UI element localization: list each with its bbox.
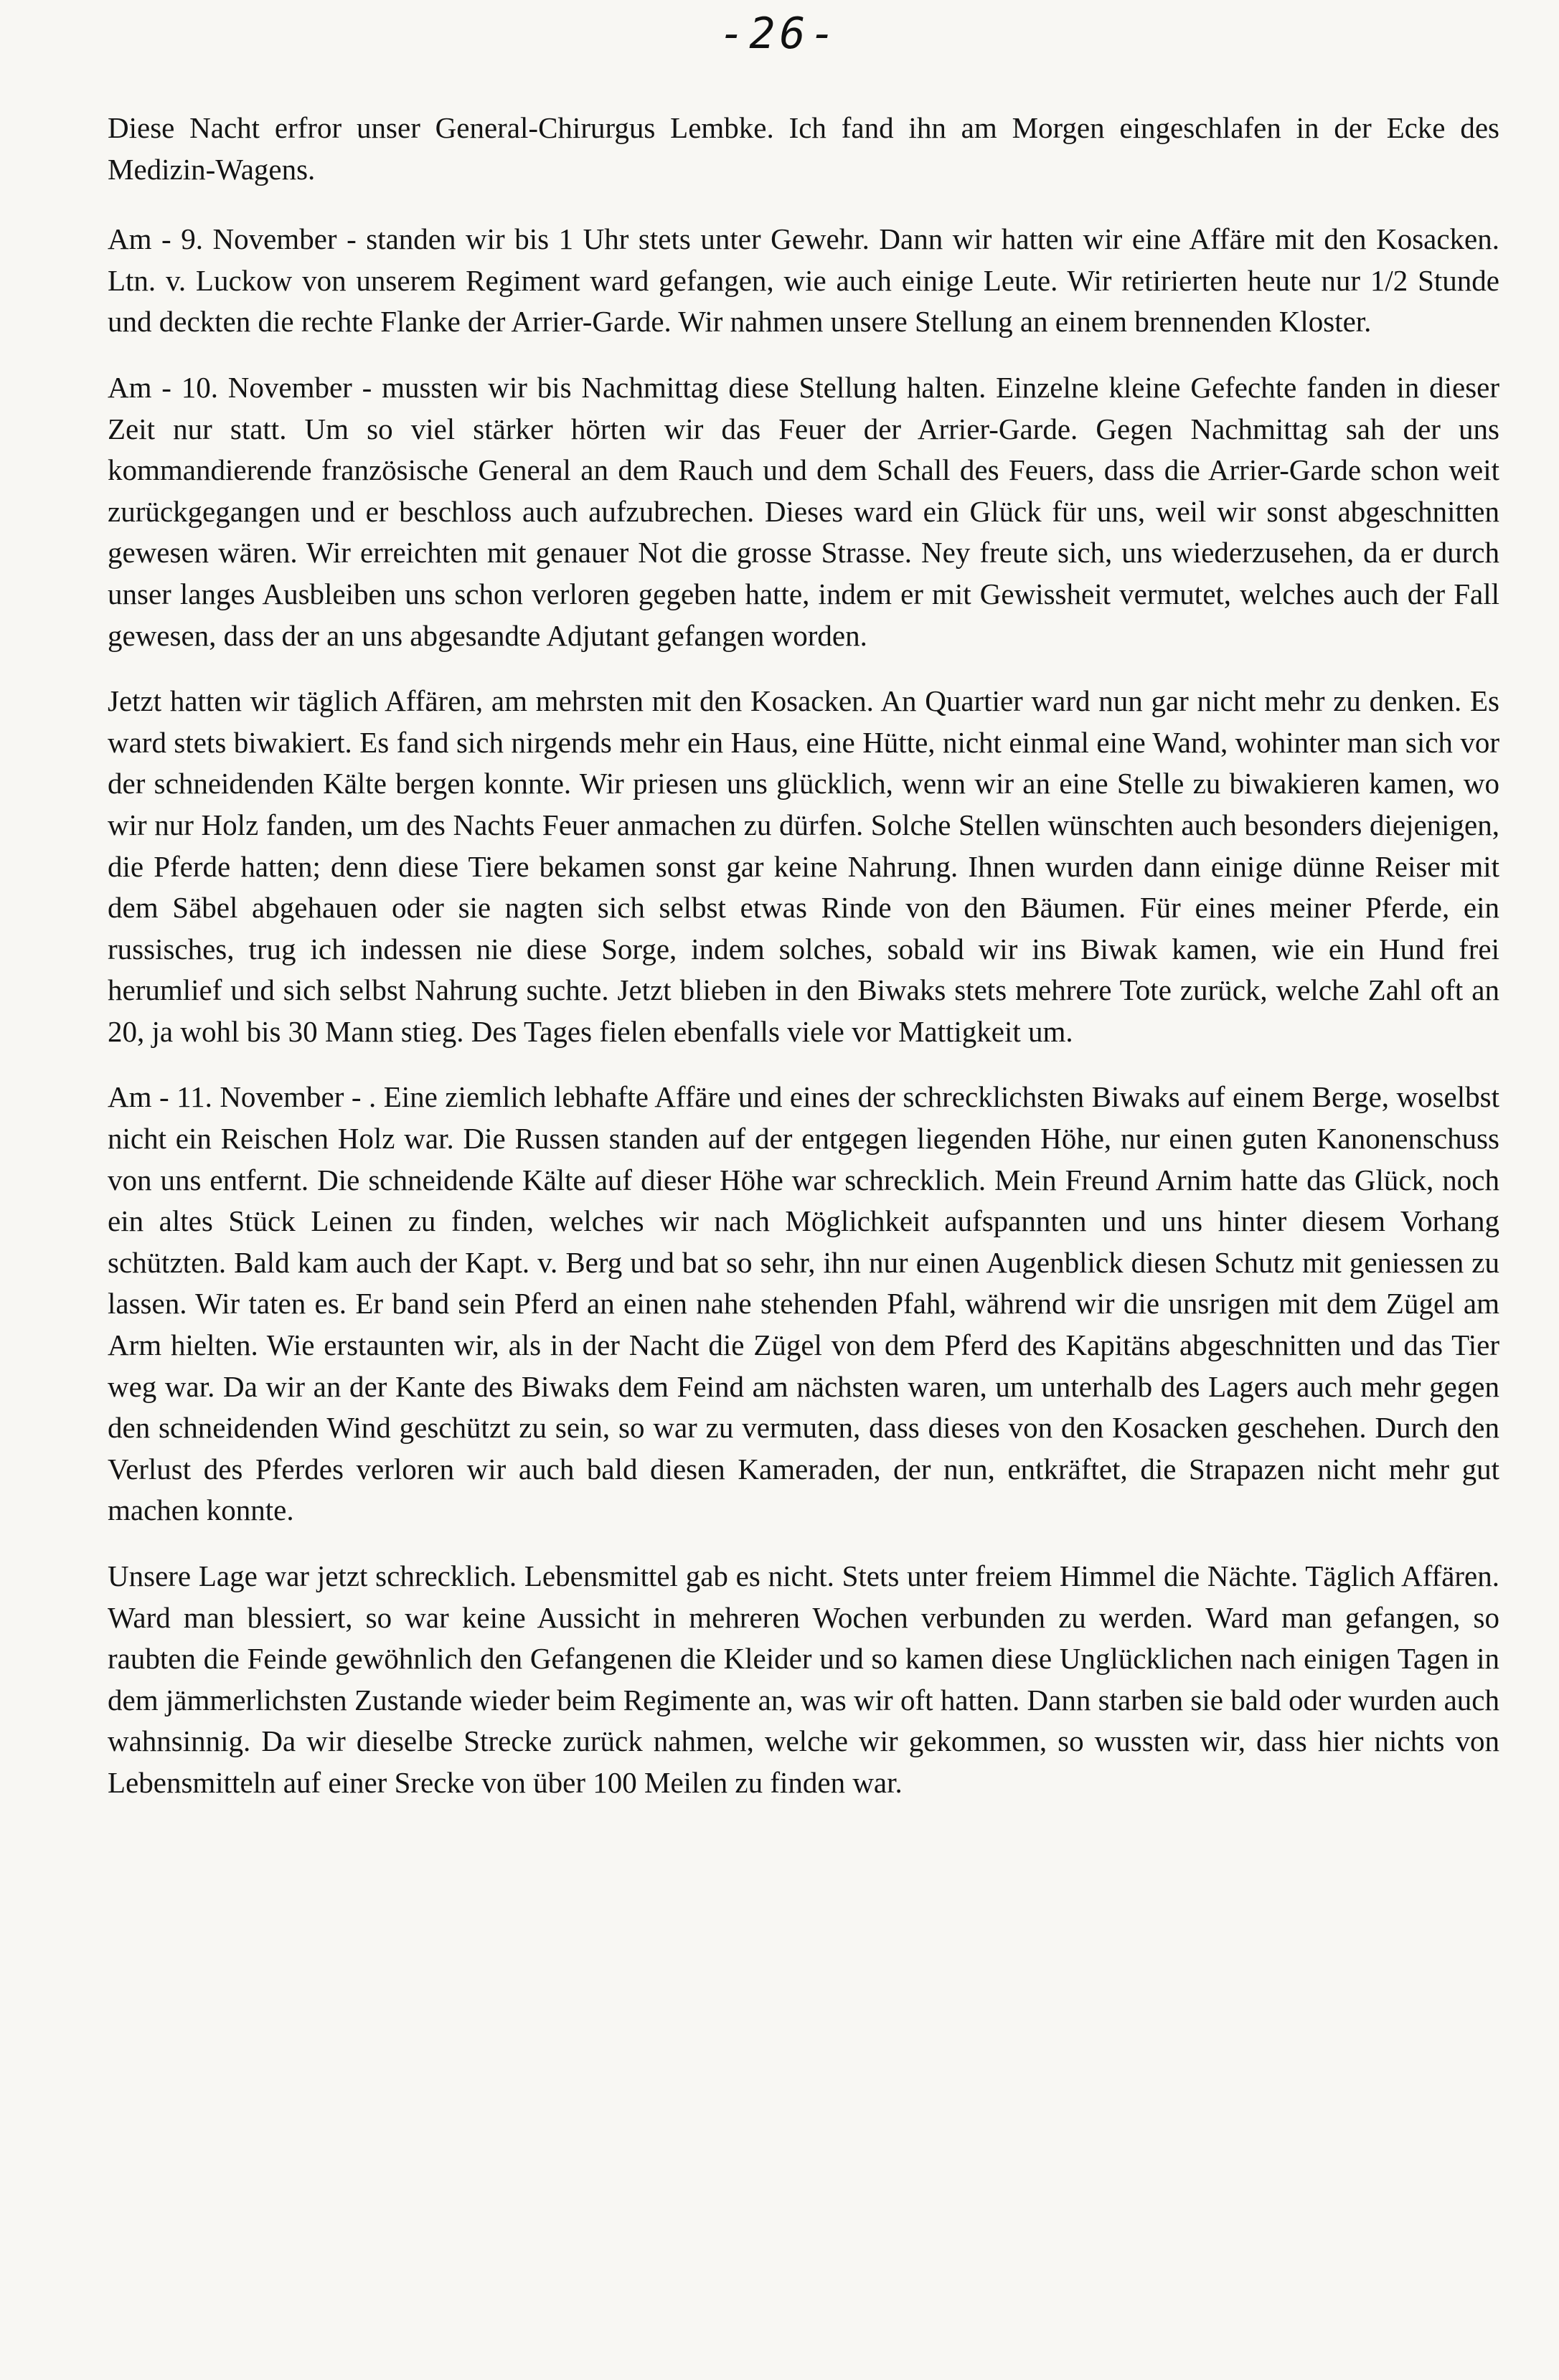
paragraph-4: Jetzt hatten wir täglich Affären, am mehrsten mit den Kosacken. An Quartier ward nun gar nicht mehr zu denken. Es ward stets biwakiert. Es fand sich nirgends mehr ein Haus, eine Hütte, nicht einmal eine Wand, wohinter man sich vor der schneidenden Kälte bergen konnte. Wir priesen uns glücklich, wenn wir an eine Stelle zu biwakieren kamen, wo wir nur Holz fanden, um des Nachts Feuer anmachen zu dürfen. Solche Stellen wünschten auch besonders diejenigen, die Pferde hatten; denn diese Tiere bekamen sonst gar keine Nahrung. Ihnen wurden dann einige dünne Reiser mit dem Säbel abgehauen oder sie nagten sich selbst etwas Rinde von den Bäumen. Für eines meiner Pferde, ein russisches, trug ich indessen nie diese Sorge, indem solches, sobald wir ins Biwak kamen, wie ein Hund frei herumlief und sich selbst Nahrung suchte. Jetzt blieben in den Biwaks stets mehrere Tote zurück, welche Zahl oft an 20, ja wohl bis 30 Mann stieg. Des Tages fielen ebenfalls viele vor Mattigkeit um. [108,684,1499,1048]
body-text [108,108,1499,1828]
paragraph-1: Diese Nacht erfror unser General-Chirurgus Lembke. Ich fand ihn am Morgen eingeschlafen in der Ecke des Medizin-Wagens. [108,111,1499,186]
paragraph-6: Unsere Lage war jetzt schrecklich. Lebensmittel gab es nicht. Stets unter freiem Himmel die Nächte. Täglich Affären. Ward man blessiert, so war keine Aussicht in mehreren Wochen verbunden zu werden. Ward man gefangen, so raubten die Feinde gewöhnlich den Gefangenen die Kleider und so kamen diese Unglücklichen nach einigen Tagen in dem jämmerlichsten Zustande wieder beim Regimente an, was wir oft hatten. Dann starben sie bald oder wurden auch wahnsinnig. Da wir dieselbe Strecke zurück nahmen, welche wir gekommen, so wussten wir, dass hier nichts von Lebensmitteln auf einer Srecke von über 100 Meilen zu finden war. [108,1559,1499,1799]
paragraph-2: Am - 9. November - standen wir bis 1 Uhr stets unter Gewehr. Dann wir hatten wir eine Affäre mit den Kosacken. Ltn. v. Luckow von unserem Regiment ward gefangen, wie auch einige Leute. Wir retirierten heute nur 1/2 Stunde und deckten die rechte Flanke der Arrier-Garde. Wir nahmen unsere Stellung an einem brennenden Kloster. [108,222,1499,339]
page-number: -26- [719,9,840,59]
paragraph-5: Am - 11. November - . Eine ziemlich lebhafte Affäre und eines der schrecklichsten Biwaks auf einem Berge, woselbst nicht ein Reischen Holz war. Die Russen standen auf der entgegen liegenden Höhe, nur einen guten Kanonenschuss von uns entfernt. Die schneidende Kälte auf dieser Höhe war schrecklich. Mein Freund Arnim hatte das Glück, noch ein altes Stück Leinen zu finden, welches wir nach Möglichkeit aufspannten und uns hinter diesem Vorhang schützten. Bald kam auch der Kapt. v. Berg und bat so sehr, ihn nur einen Augenblick diesen Schutz mit geniessen zu lassen. Wir taten es. Er band sein Pferd an einen nahe stehenden Pfahl, während wir die unsrigen mit dem Zügel am Arm hielten. Wie erstaunten wir, als in der Nacht die Zügel von dem Pferd des Kapitäns abgeschnitten und das Tier weg war. Da wir an der Kante des Biwaks dem Feind am nächsten waren, um unterhalb des Lagers auch mehr gegen den schneidenden Wind geschützt zu sein, so war zu vermuten, dass dieses von den Kosacken geschehen. Durch den Verlust des Pferdes verloren wir auch bald diesen Kameraden, der nun, entkräftet, die Strapazen nicht mehr gut machen konnte. [108,1080,1499,1527]
paragraph-3: Am - 10. November - mussten wir bis Nachmittag diese Stellung halten. Einzelne kleine Gefechte fanden in dieser Zeit nur statt. Um so viel stärker hörten wir das Feuer der Arrier-Garde. Gegen Nachmittag sah der uns kommandierende französische General an dem Rauch und dem Schall des Feuers, dass die Arrier-Garde schon weit zurückgegangen und er beschloss auch aufzubrechen. Dieses ward ein Glück für uns, weil wir sonst abgeschnitten gewesen wären. Wir erreichten mit genauer Not die grosse Strasse. Ney freute sich, uns wiederzusehen, da er durch unser langes Ausbleiben uns schon verloren gegeben hatte, indem er mit Gewissheit vermutet, welches auch der Fall gewesen, dass der an uns abgesandte Adjutant gefangen worden. [108,370,1499,652]
